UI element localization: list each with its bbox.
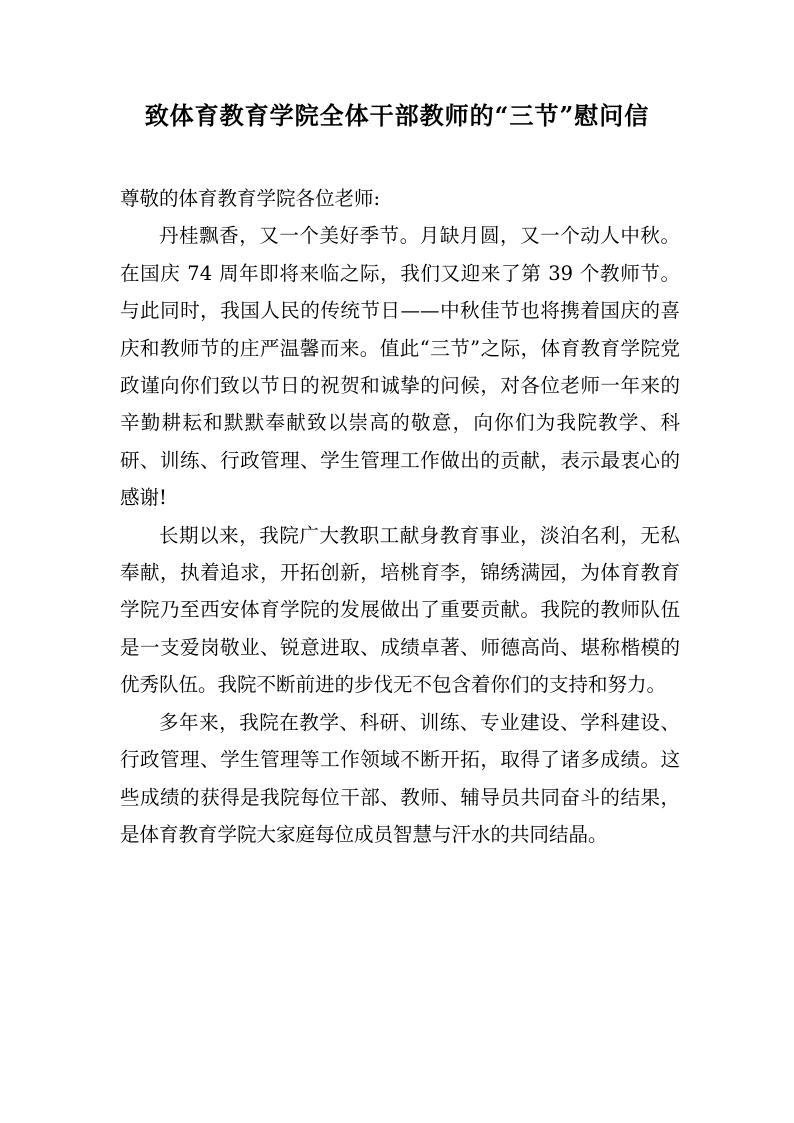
- letter-title: 致体育教育学院全体干部教师的“三节”慰问信: [144, 101, 650, 130]
- salutation: 尊敬的体育教育学院各位老师:: [120, 187, 381, 210]
- paragraph-3: 多年来，我院在教学、科研、训练、专业建设、学科建设、行政管理、学生管理等工作领域不断开拓，取得了诸多成绩。这些成绩的获得是我院每位干部、教师、辅导员共同奋斗的结果，是体育教育学院大家庭每位成员智慧与汗水的共同结晶。: [120, 710, 680, 846]
- letter-body: [120, 180, 680, 853]
- paragraph-1: 丹桂飘香，又一个美好季节。月缺月圆，又一个动人中秋。在国庆 74 周年即将来临之际，我们又迎来了第 39 个教师节。与此同时，我国人民的传统节日——中秋佳节也将携着国庆的喜庆和教师节的庄严温馨而来。值此“三节”之际，体育教育学院党政谨向你们致以节日的祝贺和诚挚的问候，对各位老师一年来的辛勤耕耘和默默奉献致以崇高的敬意，向你们为我院教学、科研、训练、行政管理、学生管理工作做出的贡献，表示最衷心的感谢!: [120, 224, 680, 510]
- paragraph-2: 长期以来，我院广大教职工献身教育事业，淡泊名利，无私奉献，执着追求，开拓创新，培桃育李，锦绣满园，为体育教育学院乃至西安体育学院的发展做出了重要贡献。我院的教师队伍是一支爱岗敬业、锐意进取、成绩卓著、师德高尚、堪称楷模的优秀队伍。我院不断前进的步伐无不包含着你们的支持和努力。: [120, 523, 680, 697]
